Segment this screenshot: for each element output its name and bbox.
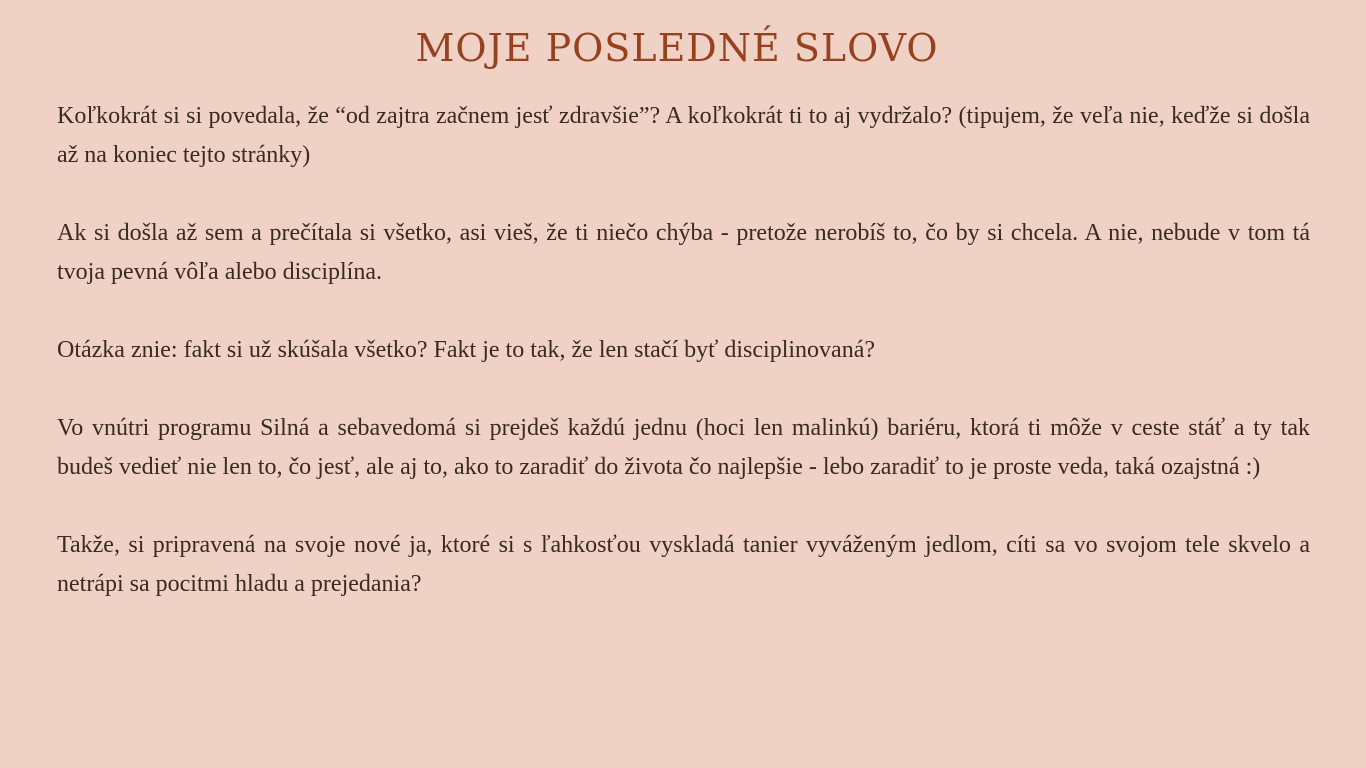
paragraph-4: Vo vnútri programu Silná a sebavedomá si prejdeš každú jednu (hoci len malinkú) bariéru, ktorá ti môže v ceste stáť a ty tak budeš vedieť nie len to, čo jesť, ale aj to, ako to zaradiť do života čo najlepšie - lebo zaradiť to je proste veda, taká ozajstná :) [57,415,1310,480]
paragraph-1: Koľkokrát si si povedala, že “od zajtra začnem jesť zdravšie”? A koľkokrát ti to aj vydržalo? (tipujem, že veľa nie, keďže si došla až na koniec tejto stránky) [57,103,1310,168]
paragraph-3: Otázka znie: fakt si už skúšala všetko? Fakt je to tak, že len stačí byť disciplinovaná? [57,337,875,363]
body-text [57,97,1310,604]
paragraph-2: Ak si došla až sem a prečítala si všetko, asi vieš, že ti niečo chýba - pretože nerobíš to, čo by si chcela. A nie, nebude v tom tá tvoja pevná vôľa alebo disciplína. [57,220,1310,285]
page-title: MOJE POSLEDNÉ SLOVO [415,26,939,70]
paragraph-5: Takže, si pripravená na svoje nové ja, ktoré si s ľahkosťou vyskladá tanier vyváženým jedlom, cíti sa vo svojom tele skvelo a netrápi sa pocitmi hladu a prejedania? [57,532,1310,597]
